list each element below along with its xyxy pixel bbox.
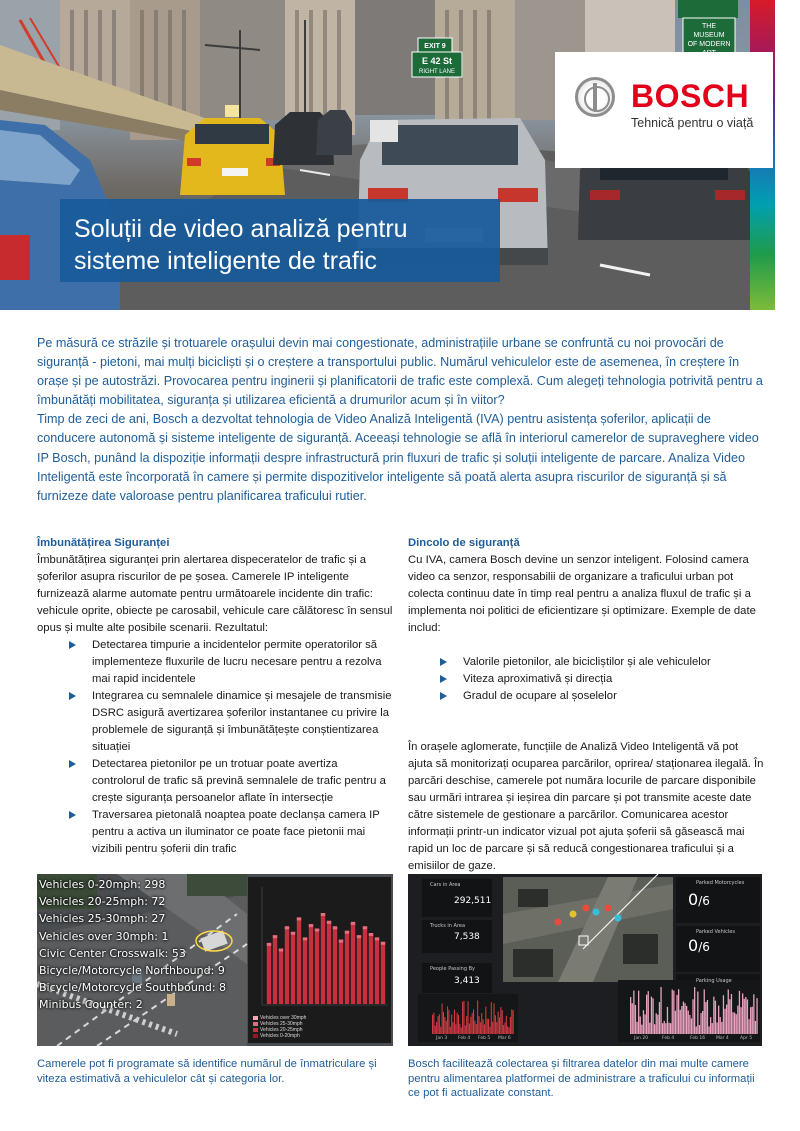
bosch-tagline: Tehnică pentru o viață [631, 116, 754, 130]
sign-lane: RIGHT LANE [419, 69, 455, 75]
trend-bar [492, 1022, 493, 1034]
counter-line: Vehicles 20-25mph: 72 [39, 895, 166, 909]
trend-bar [641, 1025, 642, 1034]
trend-bar [636, 1022, 637, 1034]
speed-bar-cap [363, 926, 367, 929]
trend-bar [500, 1007, 501, 1034]
trend-bar [729, 999, 730, 1034]
list-item: Integrarea cu semnalele dinamice și mesajele de transmisie DSRC asigură avertizarea șoferilor instantanee cu privire la problemele de siguranță și îmbunătățește conștientizarea situației [37, 688, 393, 756]
trend-bar [498, 1011, 499, 1034]
speed-bar-cap [309, 924, 313, 927]
trend-bar [683, 1002, 684, 1034]
trend-bar [696, 1026, 697, 1034]
intro-paragraph-2: Timp de zeci de ani, Bosch a dezvoltat tehnologia de Video Analiză Inteligentă (IVA) pentru asistența șoferilor, aplicații de conducere autonomă și sisteme inteligente de siguranță. Aceeași tehnologie se află în interiorul camerelor de supraveghere video IP Bosch, punând la dispoziție informații despre infrastructură prin fluxuri de trafic și soluții inteligente de parcare. Analiza Video Inteligentă este încorporată în camere și permite dispozitivelor inteligente să poată alerta asupra riscurilor de siguranță și să furnizeze date valoroase pentru planificarea traficului rutier. [37, 412, 759, 503]
trend-bar [740, 1007, 741, 1034]
trend-bar [668, 1023, 669, 1034]
trend-bar [483, 1019, 484, 1034]
speed-bar-cap [333, 926, 337, 929]
speed-bar-cap [339, 940, 343, 943]
bosch-wordmark: BOSCH [631, 78, 750, 114]
trend-bar [442, 1004, 443, 1035]
people-value: 3,413 [454, 976, 480, 986]
trend-bar [638, 991, 639, 1034]
trend-bar [736, 1014, 737, 1034]
trend-bar [732, 1012, 733, 1034]
trend-bar [724, 1009, 725, 1034]
speed-bar [279, 949, 283, 1005]
trend-bar [473, 1009, 474, 1034]
data-examples-list [408, 654, 764, 705]
trend-bar [504, 1022, 505, 1034]
beyond-safety-body: În orașele aglomerate, funcțiile de Analiză Video Inteligentă vă pot ajuta să monitorizați ocuparea parcărilor, oprirea/ staționarea ilegală. În parcări deschise, camerele pot număra locurile de parcare disponibile sau urmări intrarea și ieșirea din parcare și pot transmite aceste date către sistemele de gestionare a parcărilor. Comunicarea acestor informații printr-un indicator vizual pot ajuta șoferii să găsească mai rapid un loc de parcare și să reducă congestionarea traficului și a emisiilor de gaze. [408, 741, 764, 872]
page-title [60, 199, 500, 282]
trend-bar [466, 1016, 467, 1034]
trend-bar [731, 994, 732, 1034]
hero-image [0, 0, 775, 310]
legend-item: Vehicles 25-30mph [253, 1021, 306, 1027]
trend-bar [726, 1005, 727, 1034]
speed-bar [369, 933, 373, 1004]
intersection-analytics-image [37, 874, 393, 1046]
trend-bar [664, 1021, 665, 1034]
trend-bar [651, 997, 652, 1034]
trend-bar [704, 989, 705, 1034]
trend-bar [675, 1011, 676, 1034]
trend-bar [440, 1027, 441, 1034]
trend-bar [752, 1007, 753, 1034]
speed-bar [381, 942, 385, 1004]
vehicle-counter-overlay [39, 876, 226, 1014]
speed-bar-cap [351, 922, 355, 925]
speed-bar-cap [321, 913, 325, 916]
trend-bar [742, 993, 743, 1034]
trend-bar [718, 1005, 719, 1034]
people-label: People Passing By [430, 966, 475, 972]
axis-tick: Mar 6 [498, 1036, 511, 1041]
chart-legend [253, 1015, 306, 1039]
trend-bar [489, 1027, 490, 1034]
trend-bar [660, 987, 661, 1034]
trend-bar [496, 1022, 497, 1034]
trend-bar [513, 1010, 514, 1034]
trend-bar [673, 991, 674, 1034]
moto-label: Parked Motorcycles [696, 880, 745, 886]
trend-bar [694, 987, 695, 1034]
bosch-logo-box [555, 52, 773, 168]
safety-lead: Îmbunătățirea siguranței prin alertarea dispeceratelor de trafic și a șoferilor asupra riscurilor de pe șosea. Camerele IP inteligente furnizează alarme automate pentru următoarele incidente din trafic: vehicule oprite, obiecte pe carosabil, vehicule care călătoresc în sensul opus și multe alte posibile scenarii. Rezultatul: [37, 554, 393, 634]
speed-bar [309, 924, 313, 1004]
trend-bar [665, 1023, 666, 1034]
trend-bar [462, 1002, 463, 1034]
trend-bar [646, 995, 647, 1034]
axis-tick: Mar 4 [716, 1036, 729, 1041]
trend-bar [716, 1022, 717, 1034]
trend-bar [692, 999, 693, 1034]
trend-bar [684, 1003, 685, 1034]
trend-bar [748, 1019, 749, 1034]
speed-bar [363, 926, 367, 1004]
speed-bar-cap [291, 932, 295, 935]
safety-column [37, 535, 393, 858]
trend-bar [747, 999, 748, 1034]
sign-museum-2: MUSEUM [693, 32, 725, 39]
legend-swatch [253, 1022, 258, 1026]
parking-usage-label: Parking Usage [696, 978, 732, 984]
speed-bar [315, 929, 319, 1005]
speed-bar-cap [315, 929, 319, 932]
trend-bar [700, 1013, 701, 1034]
trend-bar [643, 1010, 644, 1034]
trend-bar [461, 1027, 462, 1034]
trend-bar [662, 1023, 663, 1034]
trend-bar [437, 1016, 438, 1034]
trend-bar [453, 1022, 454, 1034]
trend-bar [734, 1013, 735, 1034]
trend-bar [455, 1024, 456, 1034]
trend-bar [478, 1016, 479, 1034]
trend-bar [484, 1024, 485, 1034]
trend-bar [499, 1017, 500, 1034]
trend-bar [435, 1026, 436, 1034]
trend-bar [680, 1010, 681, 1034]
trend-bar [657, 1015, 658, 1034]
trend-bar [487, 1019, 488, 1034]
trend-bar [667, 1007, 668, 1034]
trend-bar [678, 989, 679, 1034]
trend-bar [630, 997, 631, 1034]
trend-bar [465, 1025, 466, 1034]
speed-bar [303, 937, 307, 1004]
sign-exit: EXIT 9 [424, 43, 446, 50]
speed-bar-cap [267, 943, 271, 946]
trend-bar [454, 1009, 455, 1034]
trend-bar [476, 1024, 477, 1034]
title-line-1: Soluții de video analiză pentru [74, 215, 408, 243]
trend-bar [707, 1000, 708, 1034]
list-item: Valorile pietonilor, ale bicicliștilor și ale vehiculelor [408, 654, 764, 671]
trend-bar [446, 1021, 447, 1034]
trend-bar [654, 1024, 655, 1034]
speed-bar [375, 937, 379, 1004]
counter-line: Vehicles 25-30mph: 27 [39, 912, 166, 926]
speed-bar-cap [345, 931, 349, 934]
counter-line: Bicycle/Motorcycle Southbound: 8 [39, 981, 227, 995]
trend-bar [463, 1001, 464, 1034]
trend-bar [458, 1015, 459, 1034]
speed-bar [351, 922, 355, 1004]
intro-text [37, 334, 767, 506]
trend-bar [723, 995, 724, 1034]
counter-line: Minibus Counter: 2 [39, 998, 143, 1012]
trend-bar [472, 1013, 473, 1034]
trend-bar [451, 1014, 452, 1034]
speed-bar [333, 926, 337, 1004]
list-item: Viteza aproximativă și direcția [408, 671, 764, 688]
trend-bar [712, 1023, 713, 1034]
trend-bar [745, 997, 746, 1034]
safety-heading: Îmbunătățirea Siguranței [37, 537, 170, 549]
trend-bar [509, 1028, 510, 1034]
trend-bar [433, 1013, 434, 1034]
trucks-label: Trucks in Area [430, 923, 466, 929]
legend-item: Vehicles 20-25mph [253, 1027, 306, 1033]
speed-bar [291, 932, 295, 1004]
list-item: Detectarea pietonilor pe un trotuar poate avertiza controlorul de trafic să prevină semnalele de trafic pentru a crește siguranța persoanelor aflate în intersecție [37, 756, 393, 807]
beyond-safety-column [408, 535, 764, 875]
vehicles-count: 0/6 [688, 936, 710, 955]
speed-bar [273, 935, 277, 1004]
legend-item: Vehicles 0-20mph [253, 1033, 306, 1039]
speed-bar [297, 917, 301, 1004]
moto-count: 0/6 [688, 890, 710, 909]
trend-bar [739, 991, 740, 1034]
speed-bar-cap [357, 935, 361, 938]
trend-bar [644, 1014, 645, 1034]
trend-bar [737, 1006, 738, 1034]
cars-value: 292,511 [454, 896, 492, 906]
trend-bar [481, 1013, 482, 1034]
trend-bar [459, 1024, 460, 1034]
beyond-safety-heading: Dincolo de siguranță [408, 537, 520, 549]
trucks-value: 7,538 [454, 932, 480, 942]
vehicles-label: Parked Vehicles [696, 929, 735, 935]
trend-bar [485, 1007, 486, 1034]
trend-bar [672, 990, 673, 1034]
counter-line: Civic Center Crosswalk: 53 [39, 946, 186, 960]
safety-bullet-list [37, 637, 393, 858]
trend-bar [632, 1003, 633, 1034]
sign-museum-1: THE [702, 23, 716, 30]
axis-tick: Jan 20 [634, 1036, 649, 1041]
trend-bar [750, 1007, 751, 1034]
trend-bar [702, 1011, 703, 1034]
speed-bar-cap [297, 917, 301, 920]
trend-bar [676, 995, 677, 1034]
speed-bar [345, 931, 349, 1004]
trend-bar [468, 1001, 469, 1034]
trend-bar [443, 1012, 444, 1034]
speed-bar-cap [381, 942, 385, 945]
left-image-caption: Camerele pot fi programate să identifice numărul de înmatriculare și viteza estimativă a vehiculelor cât și categoria lor. [37, 1058, 377, 1085]
trend-bar [691, 1018, 692, 1034]
trend-bar [688, 1011, 689, 1034]
speed-bar [327, 921, 331, 1004]
right-image-caption: Bosch facilitează colectarea și filtrarea datelor din mai multe camere pentru alimentarea platformei de administrare a traficului cu informații ce pot fi actualizate constant. [408, 1058, 755, 1099]
trend-bar [457, 1013, 458, 1034]
trend-bar [659, 1002, 660, 1034]
trend-bar [506, 1016, 507, 1034]
cars-label: Cars in Area [430, 882, 461, 888]
trend-bar [444, 1017, 445, 1034]
trend-bar [494, 1003, 495, 1034]
trend-bar [670, 1023, 671, 1034]
axis-tick: Jan 3 [436, 1036, 448, 1041]
trend-bar [511, 1009, 512, 1034]
trend-bar [633, 991, 634, 1034]
trend-bar [510, 1017, 511, 1034]
speed-bar [267, 943, 271, 1004]
list-item: Detectarea timpurie a incidentelor permite operatorilor să implementeze fluxurile de lucru necesare pentru a rezolva mai rapid incidentele [37, 637, 393, 688]
legend-swatch [253, 1034, 258, 1038]
trend-bar [656, 1013, 657, 1034]
speed-bar-cap [375, 937, 379, 940]
speed-bar-cap [285, 926, 289, 929]
trend-bar [649, 1023, 650, 1034]
trend-bar [469, 1023, 470, 1034]
counter-line: Bicycle/Motorcycle Northbound: 9 [39, 964, 225, 978]
trend-bar [756, 998, 757, 1034]
speed-bar [321, 913, 325, 1004]
title-line-2: sisteme inteligente de trafic [74, 247, 377, 275]
axis-tick: Apr 5 [740, 1036, 753, 1041]
parking-dashboard-image [408, 874, 762, 1046]
trend-bar [728, 989, 729, 1034]
trend-bar [450, 1027, 451, 1034]
trend-bar [744, 999, 745, 1034]
trend-bar [503, 1025, 504, 1034]
trend-bar [686, 1006, 687, 1034]
trend-bar [432, 1015, 433, 1034]
trend-bar [652, 998, 653, 1034]
speed-bar [285, 926, 289, 1004]
axis-tick: Feb 16 [690, 1036, 706, 1041]
speed-bar-cap [303, 937, 307, 940]
counter-line: Vehicles over 30mph: 1 [39, 929, 169, 943]
trend-bar [502, 1010, 503, 1034]
speed-bar-cap [279, 949, 283, 952]
trend-bar [705, 1002, 706, 1034]
trend-bar [480, 1022, 481, 1034]
trend-bar [507, 1026, 508, 1034]
trend-bar [689, 1015, 690, 1034]
trend-bar [447, 1006, 448, 1034]
speed-bar-cap [369, 933, 373, 936]
sign-street: E 42 St [421, 56, 453, 66]
trend-bar [640, 1016, 641, 1034]
beyond-safety-lead: Cu IVA, camera Bosch devine un senzor inteligent. Folosind camera video ca senzor, responsabilii de organizare a traficului urban pot colecta continuu date în timp real pentru a analiza fluxul de trafic și a implementa noi politici de eficientizare și optimizare. Exemple de date includ: [408, 554, 756, 634]
trend-bar [681, 1006, 682, 1034]
trend-bar [708, 1026, 709, 1034]
trend-bar [715, 1001, 716, 1034]
trend-bar [495, 1015, 496, 1034]
trend-bar [710, 1017, 711, 1034]
bosch-armature-icon [575, 77, 615, 117]
trend-bar [720, 1017, 721, 1034]
trend-bar [753, 994, 754, 1034]
trend-bar [699, 1025, 700, 1034]
list-item: Traversarea pietonală noaptea poate declanșa camera IP pentru a activa un iluminator ce poate face pietonii mai vizibili pentru șoferii din trafic [37, 807, 393, 858]
axis-tick: Feb 5 [478, 1036, 491, 1041]
legend-swatch [253, 1016, 258, 1020]
legend-swatch [253, 1028, 258, 1032]
trend-bar [713, 997, 714, 1034]
trend-bar [436, 1022, 437, 1034]
speed-bar [339, 940, 343, 1004]
speed-bar [357, 935, 361, 1004]
trend-bar [470, 1017, 471, 1034]
list-item: Gradul de ocupare al șoselelor [408, 688, 764, 705]
speed-bar-cap [327, 921, 331, 924]
axis-tick: Feb 4 [662, 1036, 675, 1041]
trend-bar [635, 1005, 636, 1034]
sign-museum-3: OF MODERN [687, 41, 731, 48]
intro-paragraph-1: Pe măsură ce străzile și trotuarele orașului devin mai congestionate, administrațiile urbane se confruntă cu noi provocări de siguranță - pietoni, mai mulți bicicliști și o creștere a transportului public. Numărul vehiculelor este de asemenea, în creștere în orașe și pe autostrăzi. Provocarea pentru inginerii și planificatorii de trafic este complexă. Cum alegeți tehnologia potrivită pentru a îmbunătăți mobilitatea, siguranța și utilizarea eficientă a drumurilor acum și în viitor? [37, 336, 763, 408]
trend-bar [697, 992, 698, 1035]
trend-bar [648, 991, 649, 1034]
speed-bar-cap [273, 935, 277, 938]
trend-bar [491, 1002, 492, 1034]
trend-bar [488, 1019, 489, 1034]
trend-bar [448, 1010, 449, 1034]
trend-bar [721, 1022, 722, 1034]
axis-tick: Feb 4 [458, 1036, 471, 1041]
trend-bar [439, 1014, 440, 1034]
counter-line: Vehicles 0-20mph: 298 [39, 878, 166, 891]
trend-bar [474, 1021, 475, 1034]
trend-bar [477, 1000, 478, 1034]
trend-bar [755, 1021, 756, 1034]
legend-item: Vehicles over 30mph [253, 1015, 306, 1021]
